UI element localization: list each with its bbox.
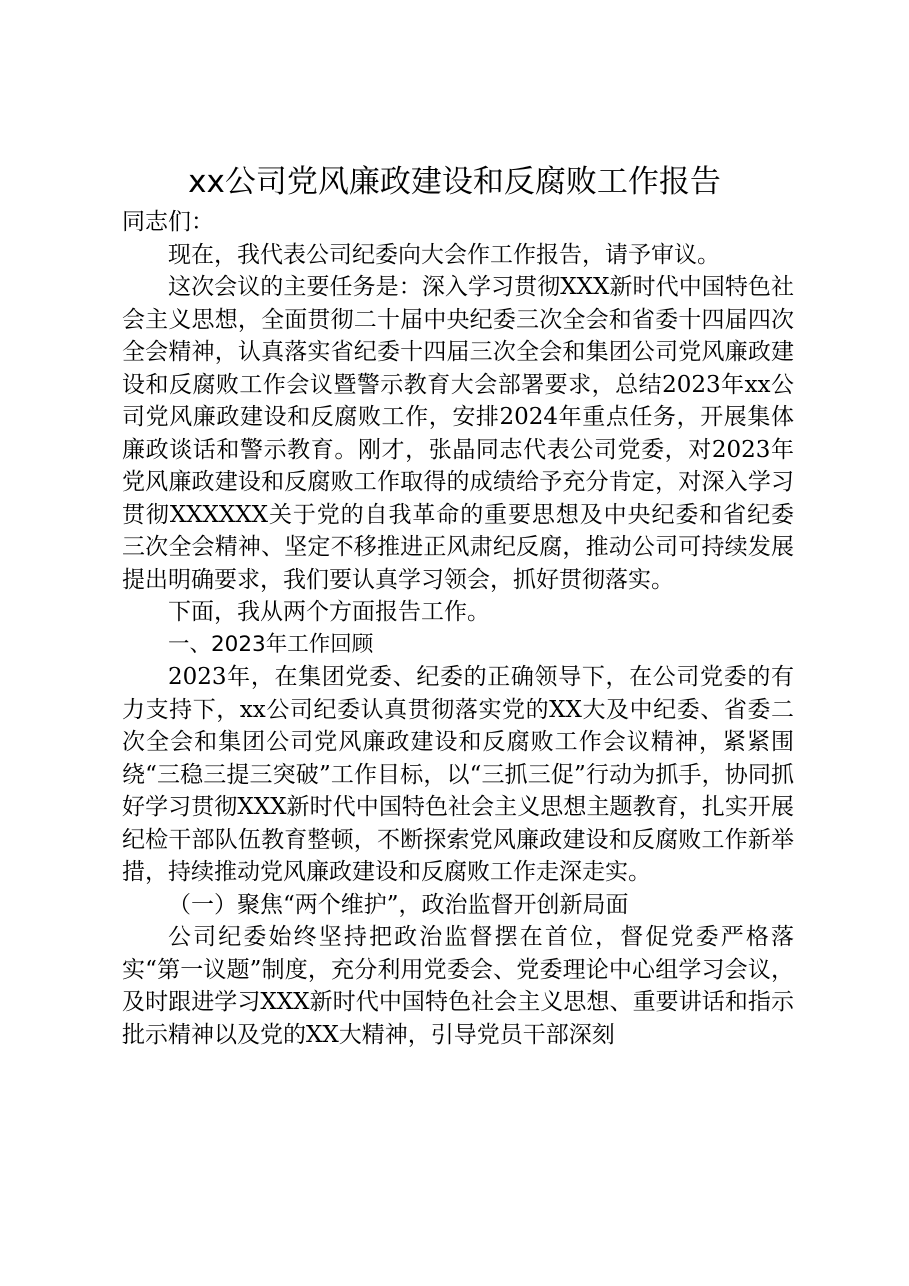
greeting: 同志们： (122, 209, 214, 235)
document-title: xx公司党风廉政建设和反腐败工作报告 (188, 164, 721, 200)
section-paragraph: 2023年，在集团党委、纪委的正确领导下，在公司党委的有力支持下，xx公司纪委认真贯彻落实党的XX大及中纪委、省委二次全会和集团公司党风廉政建设和反腐败工作会议精神，紧紧围绕“三稳三提三突破”工作目标，以“三抓三促”行动为抓手，协同抓好学习贯彻XXX新时代中国特色社会主义思想主题教育，扎实开展纪检干部队伍教育整顿，不断探索党风廉政建设和反腐败工作新举措，持续推动党风廉政建设和反腐败工作走深走实。 (122, 664, 794, 885)
paragraph-tasks: 这次会议的主要任务是：深入学习贯彻XXX新时代中国特色社会主义思想，全面贯彻二十届中央纪委三次全会和省委十四届四次全会精神，认真落实省纪委十四届三次全会和集团公司党风廉政建设和反腐败工作会议暨警示教育大会部署要求，总结2023年xx公司党风廉政建设和反腐败工作，安排2024年重点任务，开展集体廉政谈话和警示教育。刚才，张晶同志代表公司党委，对2023年党风廉政建设和反腐败工作取得的成绩给予充分肯定，对深入学习贯彻XXXXXX关于党的自我革命的重要思想及中央纪委和省纪委三次全会精神、坚定不移推进正风肃纪反腐，推动公司可持续发展提出明确要求，我们要认真学习领会，抓好贯彻落实。 (122, 274, 794, 593)
section-heading: 一、2023年工作回顾 (168, 631, 374, 657)
paragraph-intro: 现在，我代表公司纪委向大会作工作报告，请予审议。 (168, 241, 720, 268)
subsection-heading: （一）聚焦“两个维护”，政治监督开创新局面 (168, 891, 629, 918)
document-body (122, 206, 794, 1051)
subsection-paragraph: 公司纪委始终坚持把政治监督摆在首位，督促党委严格落实“第一议题”制度，充分利用党委会、党委理论中心组学习会议，及时跟进学习XXX新时代中国特色社会主义思想、重要讲话和指示批示精神以及党的XX大精神，引导党员干部深刻 (122, 924, 794, 1048)
paragraph-outline: 下面，我从两个方面报告工作。 (168, 599, 490, 625)
